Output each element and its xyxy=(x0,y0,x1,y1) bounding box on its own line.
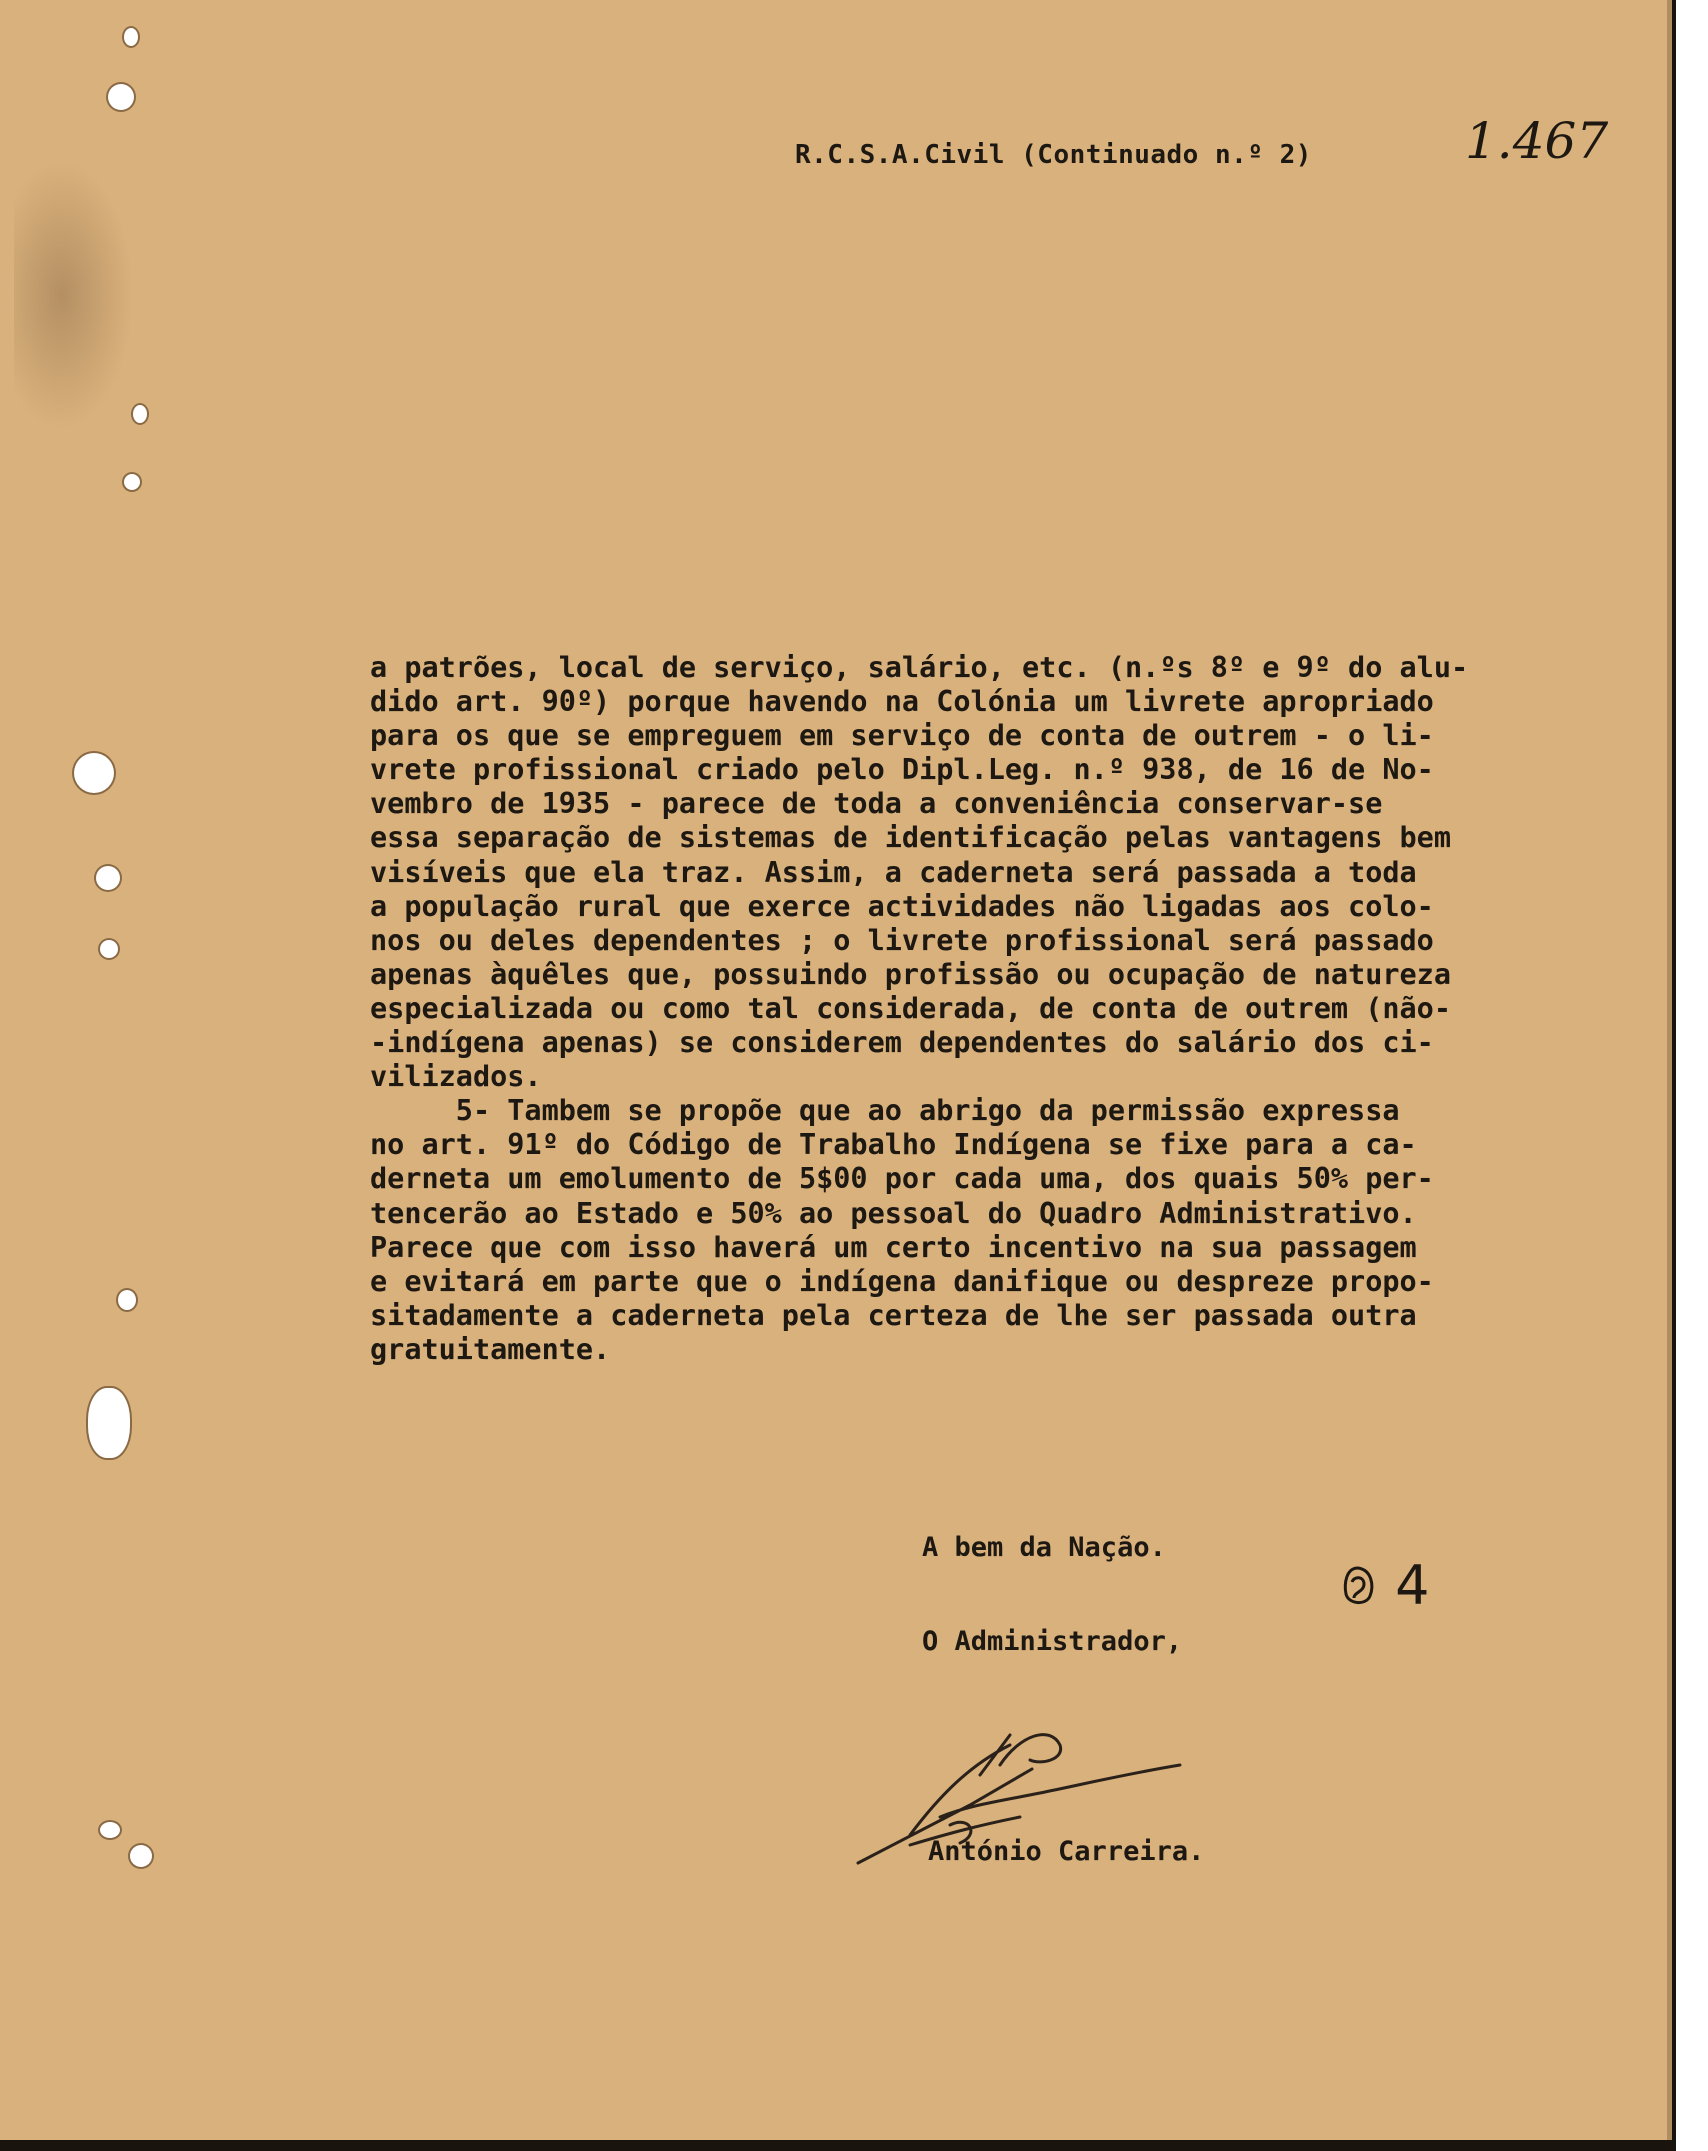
punch-hole xyxy=(100,1822,120,1838)
body-line: vembro de 1935 - parece de toda a conveniência conservar-se xyxy=(370,787,1383,821)
paper-stain xyxy=(14,160,134,430)
body-line: para os que se empreguem em serviço de conta de outrem - o li- xyxy=(370,719,1434,753)
punch-hole xyxy=(108,84,134,110)
handwritten-folio-number: 1.467 xyxy=(1465,112,1609,170)
punch-hole xyxy=(88,1388,130,1458)
body-line: dido art. 90º) porque havendo na Colónia um livrete apropriado xyxy=(370,685,1434,719)
scan-edge xyxy=(1672,0,1676,2151)
annotation-number: 4 xyxy=(1395,1554,1430,1617)
signatory-title: O Administrador, xyxy=(922,1626,1183,1657)
body-line: nos ou deles dependentes ; o livrete profissional será passado xyxy=(370,923,1434,957)
punch-hole xyxy=(74,753,114,793)
body-line: a população rural que exerce actividades não ligadas aos colo- xyxy=(370,889,1434,923)
body-line: gratuitamente. xyxy=(370,1332,611,1366)
body-line: vilizados. xyxy=(370,1060,542,1094)
body-line: sitadamente a caderneta pela certeza de lhe ser passada outra xyxy=(370,1298,1417,1332)
body-line: tencerão ao Estado e 50% ao pessoal do Quadro Administrativo. xyxy=(370,1196,1417,1230)
punch-hole xyxy=(133,405,147,423)
body-line: visíveis que ela traz. Assim, a caderneta será passada a toda xyxy=(370,855,1417,889)
punch-hole xyxy=(96,866,120,890)
body-line: no art. 91º do Código de Trabalho Indígena se fixe para a ca- xyxy=(370,1128,1417,1162)
body-line: e evitará em parte que o indígena danifique ou despreze propo- xyxy=(370,1264,1434,1298)
punch-hole xyxy=(124,474,140,490)
handwritten-margin-annotation xyxy=(1338,1554,1430,1617)
body-line: essa separação de sistemas de identificação pelas vantagens bem xyxy=(370,821,1451,855)
punch-hole xyxy=(100,940,118,958)
body-line: a patrões, local de serviço, salário, etc. (n.ºs 8º e 9º do alu- xyxy=(370,651,1469,684)
body-line: Parece que com isso haverá um certo incentivo na sua passagem xyxy=(370,1230,1417,1264)
body-line: -indígena apenas) se considerem dependentes do salário dos ci- xyxy=(370,1026,1434,1060)
document-body xyxy=(370,651,1645,1367)
body-line: especializada ou como tal considerada, de conta de outrem (não- xyxy=(370,991,1451,1025)
body-line: vrete profissional criado pelo Dipl.Leg. n.º 938, de 16 de No- xyxy=(370,753,1434,787)
signatory-name: António Carreira. xyxy=(928,1836,1205,1867)
body-line: derneta um emolumento de 5$00 por cada uma, dos quais 50% per- xyxy=(370,1162,1434,1196)
punch-hole xyxy=(118,1290,136,1310)
document-reference: R.C.S.A.Civil (Continuado n.º 2) xyxy=(795,140,1312,170)
punch-hole xyxy=(130,1845,152,1867)
closing-salutation: A bem da Nação. xyxy=(922,1532,1166,1563)
body-line: 5- Tambem se propõe que ao abrigo da permissão expressa xyxy=(370,1094,1400,1128)
punch-hole xyxy=(124,28,138,46)
scan-edge xyxy=(0,2140,1676,2151)
body-line: apenas àquêles que, possuindo profissão ou ocupação de natureza xyxy=(370,957,1451,991)
circled-mark-icon xyxy=(1338,1560,1378,1610)
